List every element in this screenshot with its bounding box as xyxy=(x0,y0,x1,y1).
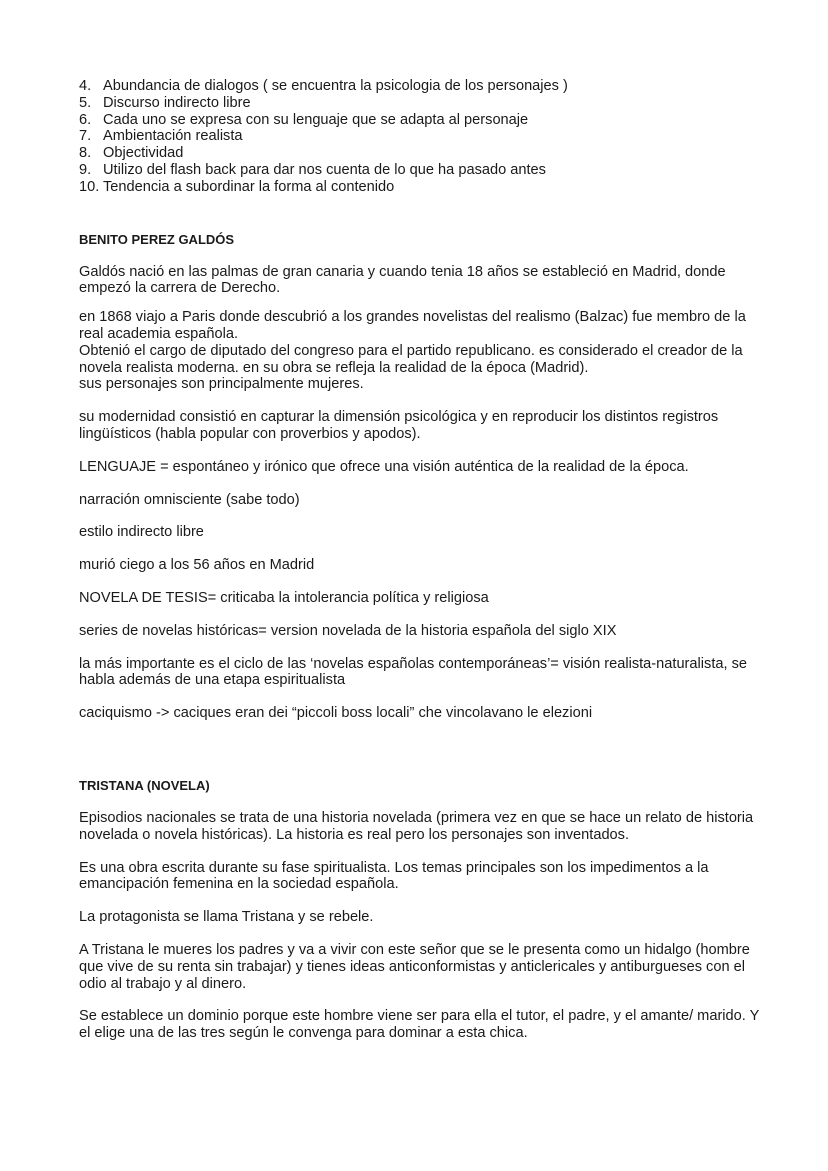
list-item xyxy=(79,162,769,179)
list-item xyxy=(79,145,769,162)
list-text: Abundancia de dialogos ( se encuentra la psicologia de los personajes ) xyxy=(103,78,568,94)
paragraph: NOVELA DE TESIS= criticaba la intolerancia política y religiosa xyxy=(79,589,489,606)
paragraph: La protagonista se llama Tristana y se rebele. xyxy=(79,909,374,926)
paragraph: Obtenió el cargo de diputado del congreso para el partido republicano. es considerado el creador de la novela realista moderna. en su obra se refleja la realidad de la época (Madrid). xyxy=(79,342,743,376)
list-item xyxy=(79,95,769,112)
list-number: 9. xyxy=(79,161,92,178)
paragraph: en 1868 viajo a Paris donde descubrió a los grandes novelistas del realismo (Balzac) fue membro de la real academia española. xyxy=(79,309,746,342)
paragraph: A Tristana le mueres los padres y va a vivir con este señor que se le presenta como un hidalgo (hombre que vive de su renta sin trabajar) y tienes ideas anticonformistas y anticlericales y antiburgueses con el odio al trabajo y al dinero. xyxy=(79,941,750,992)
list-number: 5. xyxy=(79,94,92,111)
list-item xyxy=(79,78,769,95)
characteristics-list xyxy=(79,78,769,196)
paragraph: Galdós nació en las palmas de gran canaria y cuando tenia 18 años se estableció en Madrid, donde empezó la carrera de Derecho. xyxy=(79,263,726,297)
list-text: Objectividad xyxy=(103,145,184,162)
list-text: Cada uno se expresa con su lenguaje que se adapta al personaje xyxy=(103,111,529,128)
list-text: Ambientación realista xyxy=(103,128,243,145)
section-heading-tristana: TRISTANA (NOVELA) xyxy=(79,777,210,793)
list-number: 4. xyxy=(79,78,92,94)
list-number: 10. xyxy=(79,178,100,195)
section-heading-benito: BENITO PEREZ GALDÓS xyxy=(79,231,235,247)
paragraph: Episodios nacionales se trata de una historia novelada (primera vez en que se hace un relato de historia novelada o novela históricas). La historia es real pero los personajes son inventados. xyxy=(79,809,754,843)
list-text: Utilizo del flash back para dar nos cuenta de lo que ha pasado antes xyxy=(103,161,546,178)
paragraph: LENGUAJE = espontáneo y irónico que ofrece una visión auténtica de la realidad de la época. xyxy=(79,458,689,475)
paragraph: la más importante es el ciclo de las ‘novelas españolas contemporáneas’= visión realista-naturalista, se habla además de una etapa espiritualista xyxy=(79,655,748,689)
list-text: Discurso indirecto libre xyxy=(103,94,251,111)
document-page xyxy=(79,78,769,1042)
list-number: 7. xyxy=(79,128,92,145)
list-item xyxy=(79,112,769,129)
paragraph: su modernidad consistió en capturar la dimensión psicológica y en reproducir los distintos registros lingüísticos (habla popular con proverbios y apodos). xyxy=(79,409,719,442)
list-number: 6. xyxy=(79,111,92,128)
paragraph: estilo indirecto libre xyxy=(79,524,204,541)
list-item xyxy=(79,128,769,145)
paragraph: series de novelas históricas= version novelada de la historia española del siglo XIX xyxy=(79,622,617,639)
list-item xyxy=(79,179,769,196)
paragraph: murió ciego a los 56 años en Madrid xyxy=(79,557,315,574)
paragraph: Es una obra escrita durante su fase spiritualista. Los temas principales son los impedimentos a la emancipación femenina en la sociedad española. xyxy=(79,859,709,893)
paragraph: caciquismo -> caciques eran dei “piccoli boss locali” che vincolavano le elezioni xyxy=(79,705,593,722)
list-text: Tendencia a subordinar la forma al contenido xyxy=(103,178,395,195)
paragraph: Se establece un dominio porque este hombre viene ser para ella el tutor, el padre, y el amante/ marido. Y el elige una de las tres según le convenga para dominar a esta chica. xyxy=(79,1008,760,1042)
paragraph: narración omnisciente (sabe todo) xyxy=(79,491,300,508)
paragraph: sus personajes son principalmente mujeres. xyxy=(79,376,364,393)
list-number: 8. xyxy=(79,145,92,162)
